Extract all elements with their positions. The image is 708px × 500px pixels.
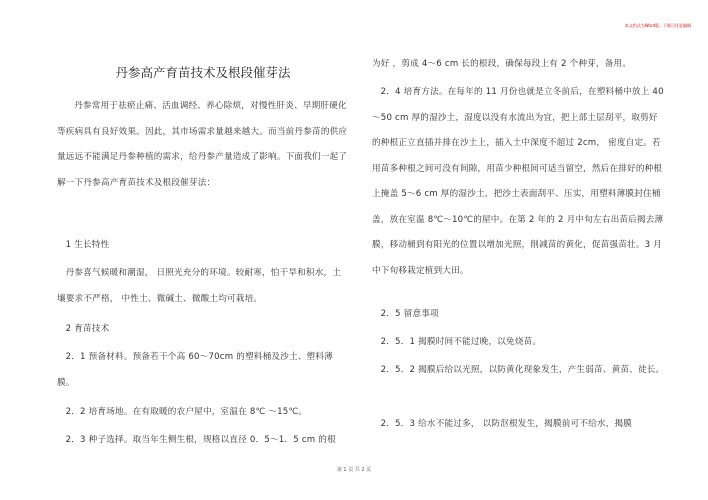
download-note-text: 本文档式为Word版，下载可任意编辑: [624, 23, 691, 28]
paragraph-2-1: 2．1 预备材料。预备若干个高 60～70cm 的塑料桶及沙土、塑料薄膜。: [57, 352, 333, 388]
paragraph-2-3: 2．3 种子选择。取当年生侧生根，规格以直径 0．5～1．5 cm 的根: [65, 435, 336, 445]
page-number: 第 1 页 共 2 页: [336, 467, 372, 473]
section-heading-growth: 1 生长特性: [65, 240, 110, 250]
paragraph-2-4: 2．4 培育方法。在每年的 11 月份也就是立冬前后，在塑料桶中放上 40～50 cm 厚的湿沙土，湿度以没有水流出为宜，把上部土层刮平，取剪好的种根正立直插并排在沙土上，插入土中深度不超过 2cm， 密度自定。若用苗多种根之间可没有间隙，用苗少种根间可适当留空，然后在排好的种根上掩盖 5～6 cm 厚的湿沙土，把沙土表面刮平、压实，用塑料薄膜封住桶盖，放在室温 8℃～10℃的屋中。在第 2 年的 2 月中旬左右出苗后揭去薄膜，移动桶到有阳光的位置以增加光照，削减苗的黄化，促苗强苗壮。3 月中下旬移栽定植到大田。: [372, 87, 664, 276]
paragraph-2-5-2: 2．5．2 揭膜后给以光照，以防黄化现象发生，产生弱苗、黄苗、徒长。: [380, 365, 665, 375]
section-heading-nursery: 2 育苗技术: [65, 324, 110, 334]
intro-paragraph: 丹参常用于祛瘀止痛、活血调经、养心除烦，对慢性肝炎、早期肝硬化等疾病具有良好效果。因此，其市场需求量越来越大。而当前丹参苗的供应量远远不能满足丹参种植的需求，给丹参产量造成了影响。下面我们一起了解一下丹参高产育苗技术及根段催芽法：: [57, 101, 348, 188]
paragraph-2-2: 2．2 培育场地。在有取暖的农户屋中，室温在 8℃ ～15℃。: [65, 407, 308, 417]
paragraph-2-5-3: 2．5．3 给水不能过多， 以防沤根发生，揭膜前可不给水，揭膜: [380, 419, 633, 429]
document-title: 丹参高产育苗技术及根段催芽法: [115, 65, 291, 80]
section-heading-notes: 2．5 留意事项: [380, 309, 439, 319]
paragraph-2-5-1: 2．5．1 揭膜时间不能过晚，以免烧苗。: [380, 337, 542, 347]
download-note: [625, 23, 691, 28]
paragraph-2-3-cont: 为好 ，剪成 4～6 cm 长的根段，确保每段上有 2 个种芽，备用。: [372, 59, 632, 69]
growth-paragraph: 丹参喜气候暖和潮湿， 日照光充分的环境。较耐寒，怕干旱和积水，土壤要求不严格， 中性土、微碱土、微酸土均可栽培。: [57, 268, 342, 304]
